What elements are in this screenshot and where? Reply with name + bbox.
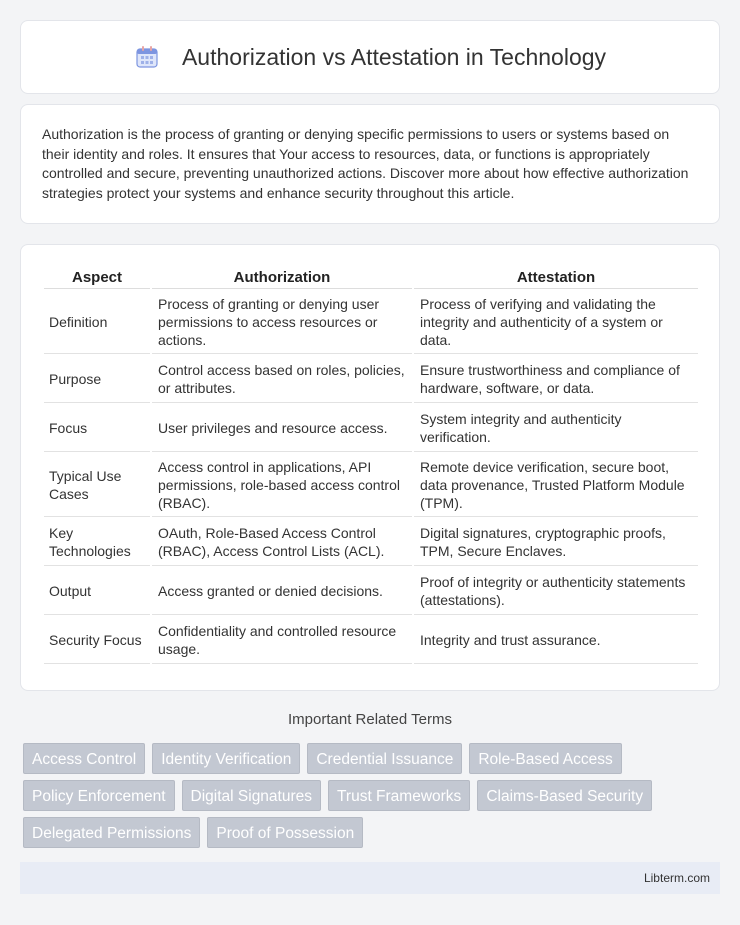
comparison-card	[20, 244, 720, 691]
cell-authorization: Control access based on roles, policies, or attributes.	[152, 356, 412, 403]
term-tag[interactable]: Identity Verification	[152, 743, 300, 774]
term-tag[interactable]: Claims-Based Security	[477, 780, 652, 811]
calendar-icon	[134, 44, 160, 70]
term-tag[interactable]: Digital Signatures	[182, 780, 321, 811]
term-tag[interactable]: Trust Frameworks	[328, 780, 470, 811]
cell-attestation: Ensure trustworthiness and compliance of hardware, software, or data.	[414, 356, 698, 403]
term-tag[interactable]: Credential Issuance	[307, 743, 462, 774]
cell-authorization: Process of granting or denying user permissions to access resources or actions.	[152, 291, 412, 354]
cell-authorization: OAuth, Role-Based Access Control (RBAC), Access Control Lists (ACL).	[152, 519, 412, 566]
cell-attestation: Process of verifying and validating the integrity and authenticity of a system or data.	[414, 291, 698, 354]
footer	[20, 862, 720, 894]
comparison-table	[42, 265, 700, 666]
header-attestation: Attestation	[414, 267, 698, 289]
intro-text: Authorization is the process of granting or denying specific permissions to users or systems based on their identity and roles. It ensures that Your access to resources, data, or functions is appropriately controlled and secure, preventing unauthorized actions. Discover more about how effective authorization strategies protect your systems and enhance security throughout this article.	[42, 126, 689, 201]
cell-attestation: Remote device verification, secure boot, data provenance, Trusted Platform Module (TPM).	[414, 454, 698, 517]
term-tag[interactable]: Delegated Permissions	[23, 817, 200, 848]
table-row	[44, 568, 698, 615]
table-header-row	[44, 267, 698, 289]
table-row	[44, 291, 698, 354]
header-authorization: Authorization	[152, 267, 412, 289]
cell-aspect: Security Focus	[44, 617, 150, 664]
cell-attestation: Integrity and trust assurance.	[414, 617, 698, 664]
cell-aspect: Definition	[44, 291, 150, 354]
cell-authorization: User privileges and resource access.	[152, 405, 412, 452]
term-tag[interactable]: Policy Enforcement	[23, 780, 175, 811]
cell-aspect: Key Technologies	[44, 519, 150, 566]
table-row	[44, 454, 698, 517]
cell-aspect: Typical Use Cases	[44, 454, 150, 517]
cell-authorization: Access control in applications, API permissions, role-based access control (RBAC).	[152, 454, 412, 517]
term-tag[interactable]: Proof of Possession	[207, 817, 363, 848]
table-row	[44, 356, 698, 403]
cell-authorization: Confidentiality and controlled resource usage.	[152, 617, 412, 664]
table-row	[44, 405, 698, 452]
title-card	[20, 20, 720, 94]
intro-card	[20, 104, 720, 224]
related-terms-title: Important Related Terms	[288, 711, 452, 728]
cell-aspect: Output	[44, 568, 150, 615]
footer-site-link[interactable]: Libterm.com	[643, 871, 710, 885]
cell-aspect: Focus	[44, 405, 150, 452]
page-title: Authorization vs Attestation in Technology	[181, 43, 607, 70]
cell-attestation: System integrity and authenticity verification.	[414, 405, 698, 452]
cell-attestation: Proof of integrity or authenticity statements (attestations).	[414, 568, 698, 615]
cell-authorization: Access granted or denied decisions.	[152, 568, 412, 615]
header-aspect: Aspect	[44, 267, 150, 289]
table-row	[44, 519, 698, 566]
cell-aspect: Purpose	[44, 356, 150, 403]
term-tag[interactable]: Access Control	[23, 743, 145, 774]
term-tag[interactable]: Role-Based Access	[469, 743, 621, 774]
table-row	[44, 617, 698, 664]
related-terms-list	[23, 743, 723, 848]
cell-attestation: Digital signatures, cryptographic proofs, TPM, Secure Enclaves.	[414, 519, 698, 566]
